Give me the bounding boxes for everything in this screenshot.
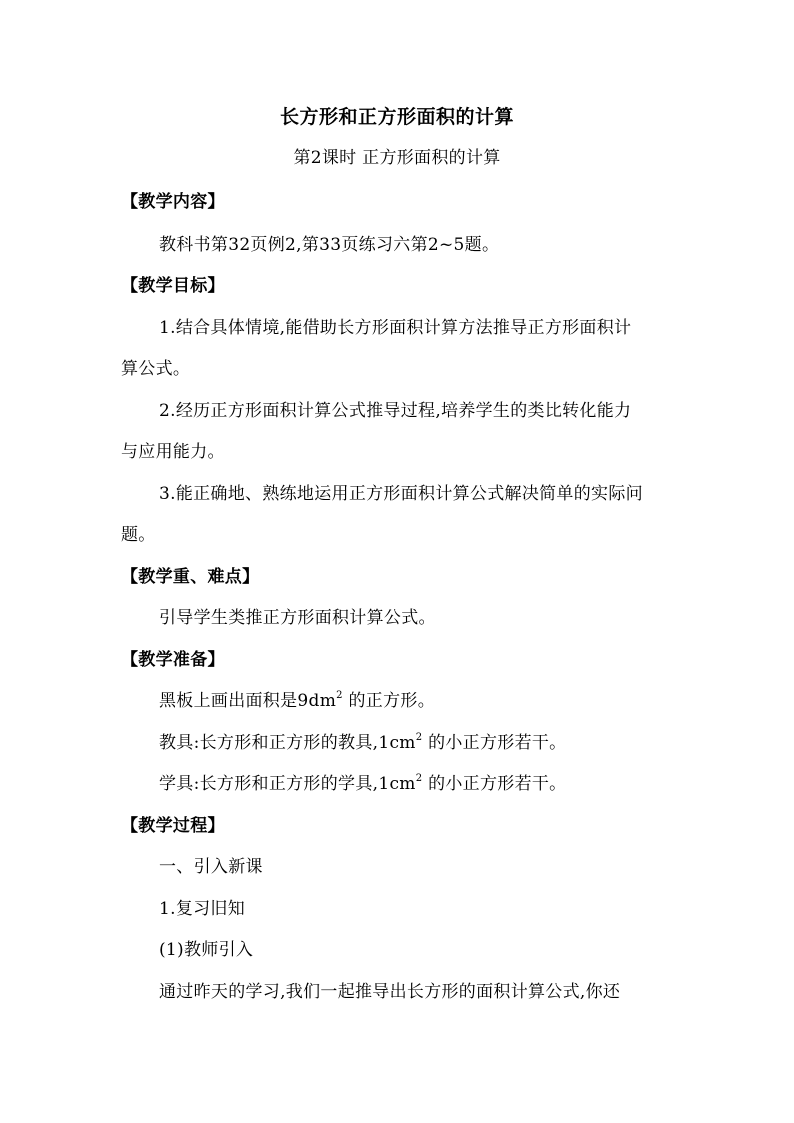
preparation-line-3-post: 的小正方形若干。 [422,774,567,794]
process-line-2: 1.复习旧知 [159,899,246,919]
superscript-2: 2 [415,732,423,744]
content-text: 教科书第32页例2,第33页练习六第2~5题。 [159,235,500,255]
section-heading-content: 【教学内容】 [121,192,225,212]
process-line-1: 一、引入新课 [159,857,263,877]
preparation-line-1-post: 的正方形。 [342,691,436,711]
preparation-line-2-pre: 教具:长方形和正方形的教具,1cm [159,733,416,753]
preparation-line-2-post: 的小正方形若干。 [422,733,567,753]
superscript-2: 2 [415,773,423,785]
goal-3-line-1: 3.能正确地、熟练地运用正方形面积计算公式解决简单的实际问 [159,484,643,504]
preparation-line-2 [159,731,719,755]
preparation-line-3-pre: 学具:长方形和正方形的学具,1cm [159,774,416,794]
goal-1-line-1: 1.结合具体情境,能借助长方形面积计算方法推导正方形面积计 [159,318,632,338]
section-heading-preparation: 【教学准备】 [121,650,225,670]
goal-2-line-1: 2.经历正方形面积计算公式推导过程,培养学生的类比转化能力 [159,401,632,421]
superscript-2: 2 [336,690,343,702]
preparation-line-3 [159,772,719,796]
document-title: 长方形和正方形面积的计算 [279,106,514,128]
section-heading-key-points: 【教学重、难点】 [121,567,260,587]
goal-3-line-2: 题。 [121,525,156,545]
section-heading-process: 【教学过程】 [121,816,225,836]
preparation-line-1-pre: 黑板上画出面积是9dm [159,691,337,711]
lesson-subtitle: 第2课时 正方形面积的计算 [293,148,501,168]
preparation-line-1 [159,689,719,713]
key-points-text: 引导学生类推正方形面积计算公式。 [159,608,436,628]
section-heading-goals: 【教学目标】 [121,276,225,296]
process-line-3: (1)教师引入 [159,940,254,960]
process-line-4: 通过昨天的学习,我们一起推导出长方形的面积计算公式,你还 [159,982,621,1002]
goal-1-line-2: 算公式。 [121,359,191,379]
goal-2-line-2: 与应用能力。 [121,442,225,462]
